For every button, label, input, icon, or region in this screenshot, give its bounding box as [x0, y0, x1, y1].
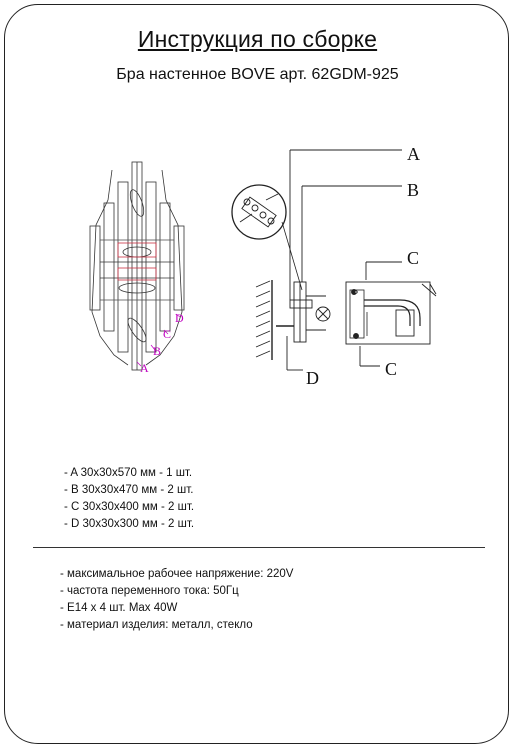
mount-label-c-bottom: C — [385, 359, 398, 379]
lamp-label-lines — [137, 314, 180, 366]
lamp-label-b: B — [153, 344, 162, 358]
parts-item-d: - D 30x30x300 мм - 2 шт. — [64, 518, 195, 530]
parts-item-a: - A 30x30x570 мм - 1 шт. — [64, 467, 193, 479]
spec-material: - материал изделия: металл, стекло — [60, 619, 253, 631]
spec-voltage: - максимальное рабочее напряжение: 220V — [60, 568, 294, 580]
mount-label-d: D — [306, 368, 319, 388]
lamp-label-c: C — [163, 327, 172, 341]
parts-item-c: - C 30x30x400 мм - 2 шт. — [64, 501, 195, 513]
spec-frequency: - частота переменного тока: 50Гц — [60, 585, 239, 597]
mount-label-b: B — [407, 180, 420, 200]
mount-label-a: A — [407, 144, 420, 164]
document-title: Инструкция по сборке — [137, 26, 378, 52]
section-divider — [33, 547, 485, 548]
parts-list — [64, 465, 194, 533]
spec-bulbs: - E14 x 4 шт. Max 40W — [60, 602, 178, 614]
specifications-list — [60, 566, 293, 634]
document-subtitle: Бра настенное BOVE арт. 62GDM-925 — [116, 66, 399, 83]
lamp-label-a: A — [140, 361, 149, 375]
parts-item-b: - B 30x30x470 мм - 2 шт. — [64, 484, 194, 496]
lamp-label-d: D — [175, 311, 184, 325]
wiring-terminal-detail-icon — [232, 185, 302, 290]
mount-label-c-top: C — [407, 248, 420, 268]
